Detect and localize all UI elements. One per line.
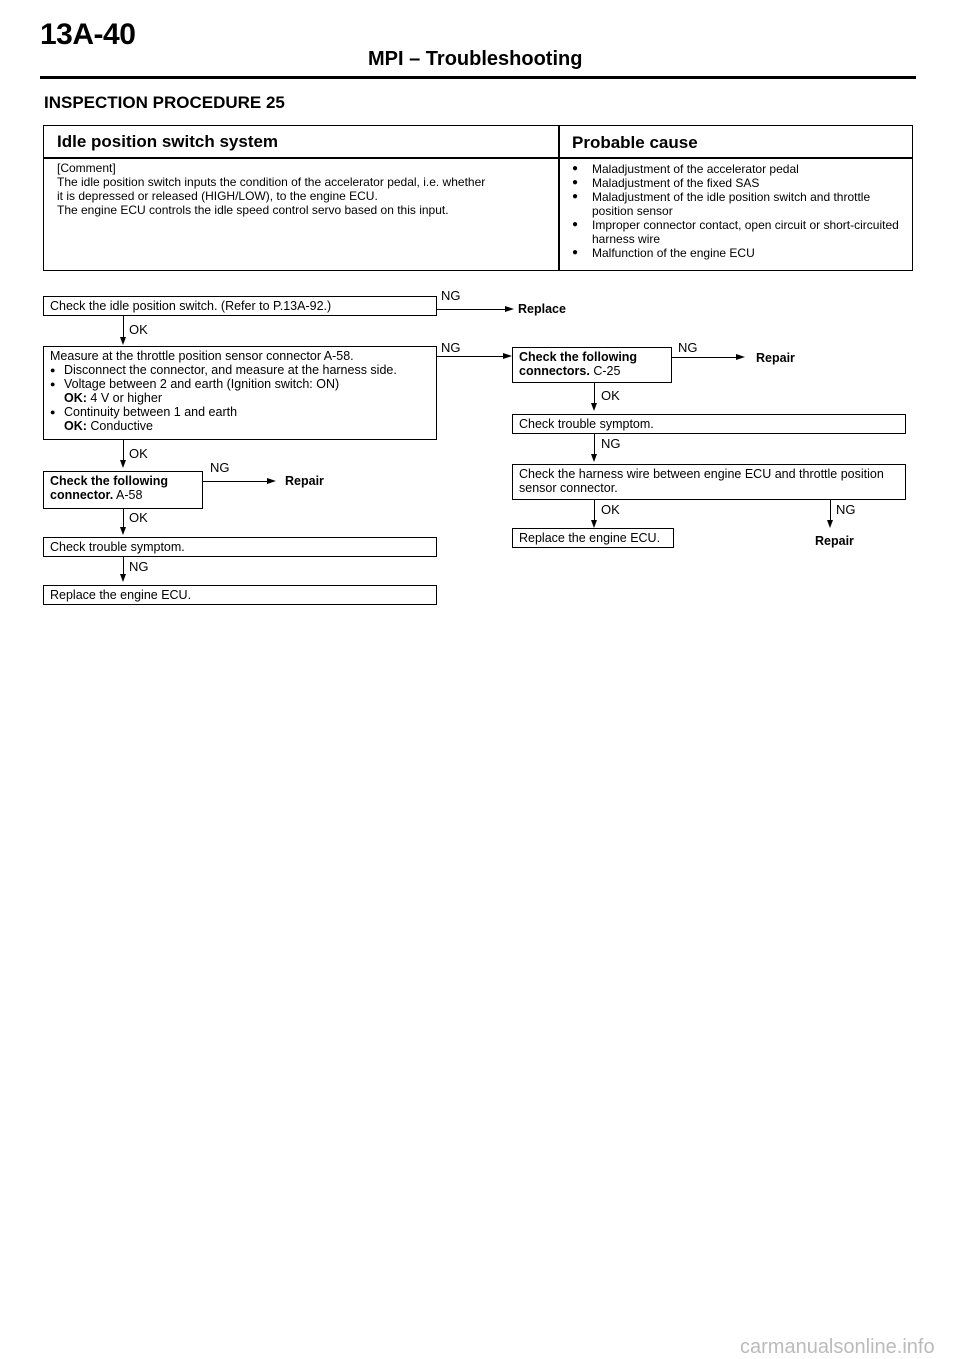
result-repair: Repair (756, 351, 795, 365)
ng-label: NG (210, 460, 230, 475)
step-text: Check trouble symptom. (519, 417, 654, 431)
system-heading: Idle position switch system (57, 132, 279, 151)
result-repair: Repair (285, 474, 324, 488)
arrow-down-icon (591, 454, 597, 462)
header-rule (40, 76, 916, 79)
ng-label: NG (129, 559, 149, 574)
connector-line (123, 556, 124, 574)
procedure-title: INSPECTION PROCEDURE 25 (44, 93, 285, 112)
comment-line: The engine ECU controls the idle speed control servo based on this input. (57, 203, 449, 217)
ok-criterion-value: Conductive (90, 419, 153, 433)
check-idle-switch-box (43, 296, 437, 316)
ok-label: OK (601, 388, 620, 403)
info-table-divider (558, 125, 560, 271)
info-table-header-rule (43, 157, 913, 159)
connector-line (830, 500, 831, 520)
check-harness-wire-box (512, 464, 906, 500)
ok-label: OK (129, 446, 148, 461)
watermark: carmanualsonline.info (740, 1336, 935, 1358)
result-repair: Repair (815, 534, 854, 548)
ok-label: OK (601, 502, 620, 517)
connector-line (594, 500, 595, 520)
ok-criterion (50, 391, 430, 405)
connector-line (123, 440, 124, 460)
connector-line (203, 481, 267, 482)
ok-label: OK (129, 510, 148, 525)
ng-label: NG (441, 288, 461, 303)
connector-ref: A-58 (116, 488, 143, 502)
step-text: Check the idle position switch. (Refer to P.13A-92.) (50, 299, 332, 313)
connector-line (437, 309, 505, 310)
arrow-right-icon (505, 306, 514, 312)
check-trouble-symptom-right-box (512, 414, 906, 434)
cause-item: ● Maladjustment of the accelerator pedal (572, 162, 902, 176)
probable-cause-list (572, 162, 902, 260)
arrow-right-icon (503, 353, 512, 359)
step-bullet: ● Voltage between 2 and earth (Ignition switch: ON) (50, 377, 430, 391)
arrow-down-icon (120, 337, 126, 345)
connector-line (672, 357, 736, 358)
arrow-down-icon (120, 527, 126, 535)
connector-line (594, 433, 595, 454)
comment-label: [Comment] (57, 161, 116, 175)
step-text: Check the following connector. (50, 474, 169, 502)
page-title: MPI – Troubleshooting (368, 48, 583, 70)
arrow-down-icon (591, 403, 597, 411)
arrow-down-icon (827, 520, 833, 528)
step-text: Replace the engine ECU. (519, 531, 661, 545)
comment-line: it is depressed or released (HIGH/LOW), to the engine ECU. (57, 189, 378, 203)
arrow-right-icon (267, 478, 276, 484)
replace-ecu-box (43, 585, 437, 605)
result-replace: Replace (518, 302, 566, 316)
cause-item: ● Maladjustment of the fixed SAS (572, 176, 902, 190)
cause-item: ● Malfunction of the engine ECU (572, 246, 902, 260)
connector-line (123, 315, 124, 337)
step-bullet: ● Continuity between 1 and earth (50, 405, 430, 419)
check-connector-c25-box (512, 347, 672, 383)
comment-line: The idle position switch inputs the condition of the accelerator pedal, i.e. whether (57, 175, 486, 189)
check-connector-a58-box (43, 471, 203, 509)
replace-ecu-right-box (512, 528, 674, 548)
ok-criterion-value: 4 V or higher (90, 391, 162, 405)
ng-label: NG (441, 340, 461, 355)
probable-cause-heading: Probable cause (572, 133, 698, 152)
connector-line (437, 356, 503, 357)
arrow-right-icon (736, 354, 745, 360)
ok-criterion (50, 419, 430, 433)
ok-criterion-label: OK: (64, 391, 87, 405)
measure-tps-connector-box (43, 346, 437, 440)
cause-item: ● Improper connector contact, open circuit or short-circuited harness wire (572, 218, 902, 246)
ng-label: NG (678, 340, 698, 355)
cause-item: ● Maladjustment of the idle position switch and throttle position sensor (572, 190, 902, 218)
step-text: Measure at the throttle position sensor connector A-58. (50, 349, 354, 363)
comment-text (57, 175, 549, 217)
connector-ref: C-25 (593, 364, 621, 378)
arrow-down-icon (120, 460, 126, 468)
ok-label: OK (129, 322, 148, 337)
check-trouble-symptom-box (43, 537, 437, 557)
page-number: 13A-40 (40, 18, 136, 51)
step-text: Check trouble symptom. (50, 540, 185, 554)
arrow-down-icon (120, 574, 126, 582)
ng-label: NG (836, 502, 856, 517)
arrow-down-icon (591, 520, 597, 528)
step-text: Check the harness wire between engine ECU and throttle position sensor connector. (519, 467, 884, 495)
ng-label: NG (601, 436, 621, 451)
step-text: Check the following connectors. (519, 350, 638, 378)
connector-line (594, 383, 595, 403)
step-text: Replace the engine ECU. (50, 588, 192, 602)
ok-criterion-label: OK: (64, 419, 87, 433)
connector-line (123, 509, 124, 527)
step-bullet: ● Disconnect the connector, and measure at the harness side. (50, 363, 430, 377)
